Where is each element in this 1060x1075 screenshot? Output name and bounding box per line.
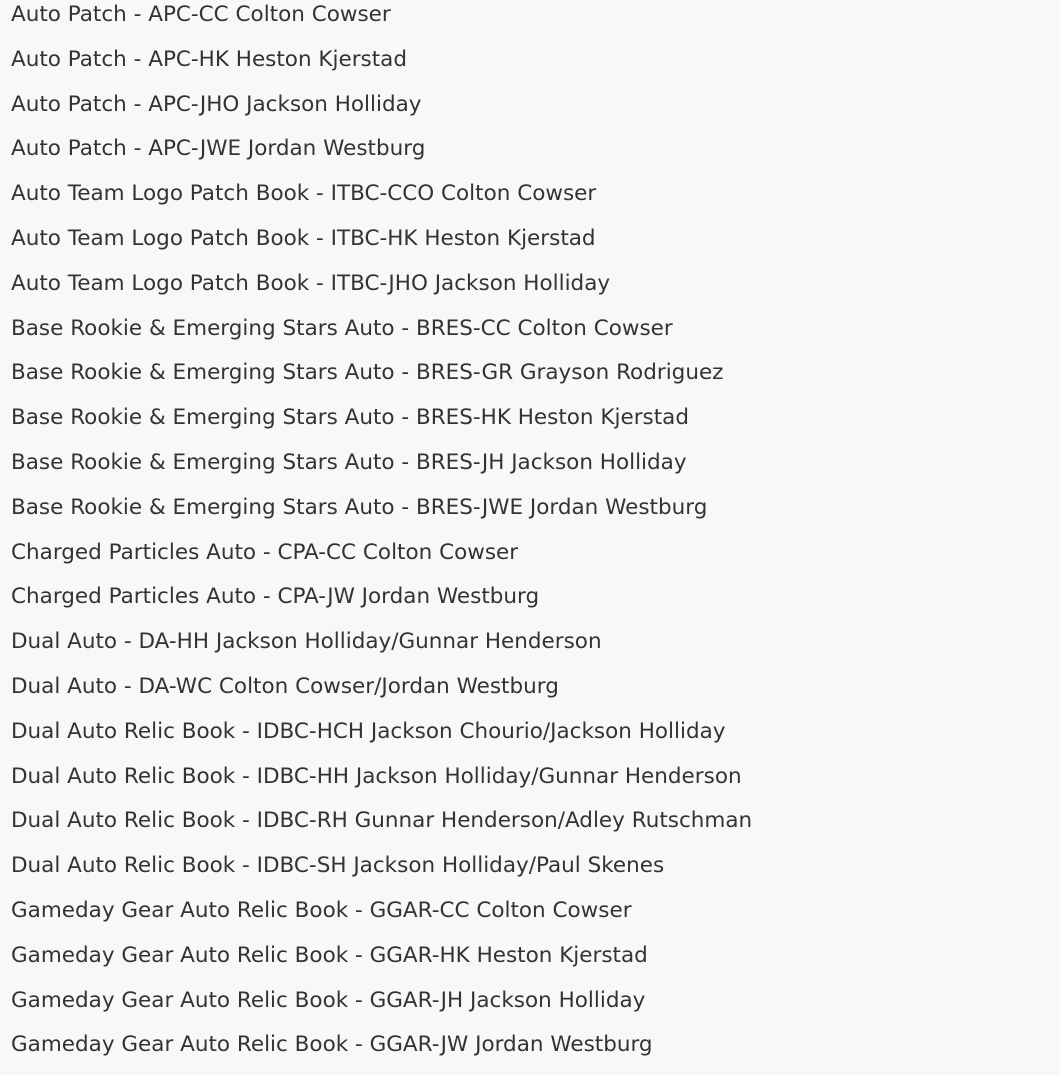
checklist-item: Auto Patch - APC-JWE Jordan Westburg — [11, 136, 426, 162]
checklist-item: Charged Particles Auto - CPA-CC Colton Cowser — [11, 539, 519, 565]
checklist-item: Base Rookie & Emerging Stars Auto - BRES-JH Jackson Holliday — [11, 449, 687, 475]
checklist-item: Base Rookie & Emerging Stars Auto - BRES-HK Heston Kjerstad — [11, 405, 689, 431]
checklist-item: Dual Auto Relic Book - IDBC-SH Jackson Holliday/Paul Skenes — [11, 853, 665, 879]
checklist-item: Gameday Gear Auto Relic Book - GGAR-HK Heston Kjerstad — [11, 942, 648, 968]
checklist-item: Auto Patch - APC-JHO Jackson Holliday — [11, 91, 422, 117]
checklist-item: Dual Auto - DA-HH Jackson Holliday/Gunnar Henderson — [11, 629, 602, 655]
checklist-item: Auto Patch - APC-CC Colton Cowser — [11, 2, 391, 27]
checklist-item: Charged Particles Auto - CPA-JW Jordan Westburg — [11, 584, 540, 610]
checklist-item: Dual Auto Relic Book - IDBC-HCH Jackson Chourio/Jackson Holliday — [11, 718, 726, 744]
checklist-item: Auto Team Logo Patch Book - ITBC-CCO Colton Cowser — [11, 181, 597, 207]
checklist-item: Base Rookie & Emerging Stars Auto - BRES-GR Grayson Rodriguez — [11, 360, 724, 386]
checklist-item: Base Rookie & Emerging Stars Auto - BRES-JWE Jordan Westburg — [11, 494, 708, 520]
checklist-item: Auto Patch - APC-HK Heston Kjerstad — [11, 46, 408, 72]
checklist-item: Auto Team Logo Patch Book - ITBC-JHO Jackson Holliday — [11, 270, 611, 296]
checklist-item: Dual Auto - DA-WC Colton Cowser/Jordan Westburg — [11, 673, 559, 699]
checklist-item: Base Rookie & Emerging Stars Auto - BRES-CC Colton Cowser — [11, 315, 673, 341]
checklist-item: Auto Team Logo Patch Book - ITBC-HK Heston Kjerstad — [11, 225, 596, 251]
checklist-item: Gameday Gear Auto Relic Book - GGAR-JH Jackson Holliday — [11, 987, 646, 1013]
checklist-item: Dual Auto Relic Book - IDBC-RH Gunnar Henderson/Adley Rutschman — [11, 808, 753, 834]
checklist-item: Gameday Gear Auto Relic Book - GGAR-CC Colton Cowser — [11, 897, 632, 923]
checklist-item: Gameday Gear Auto Relic Book - GGAR-JW Jordan Westburg — [11, 1032, 653, 1058]
checklist-item: Dual Auto Relic Book - IDBC-HH Jackson Holliday/Gunnar Henderson — [11, 763, 742, 789]
